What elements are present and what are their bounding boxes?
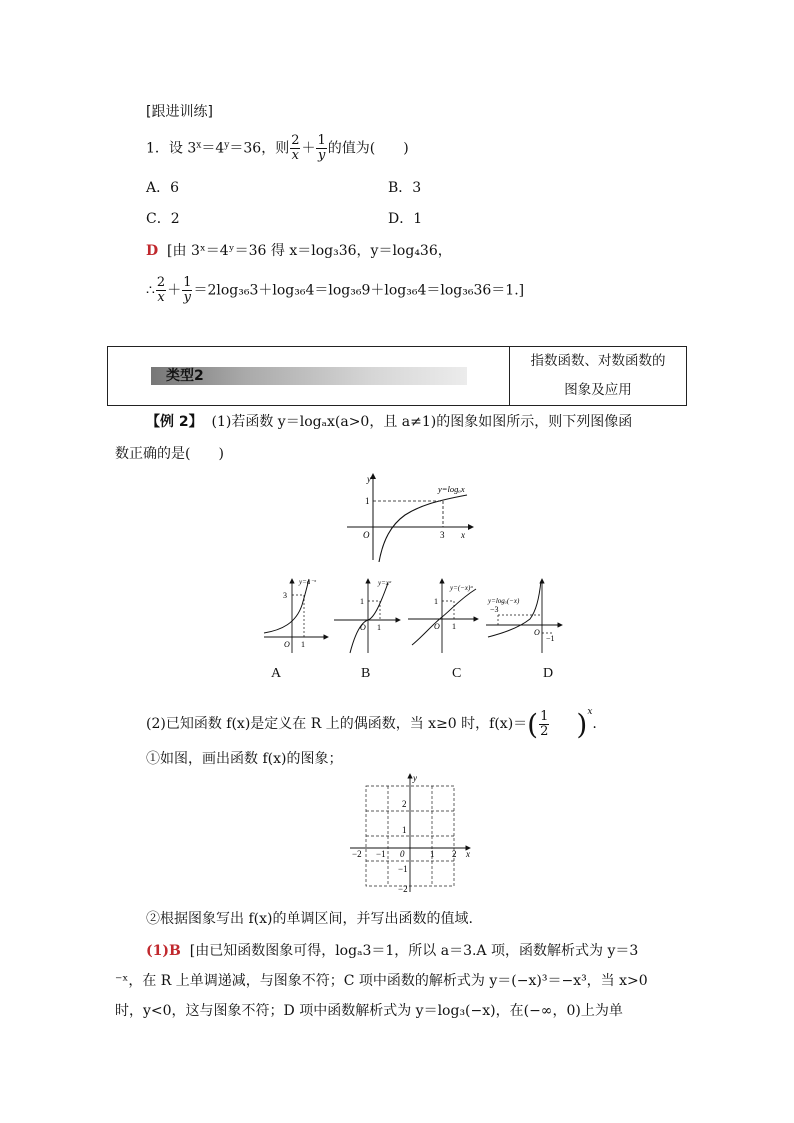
answer-1-line1 xyxy=(146,240,452,260)
sketch-grid xyxy=(346,772,476,894)
option-d: D．1 xyxy=(388,211,423,227)
svg-text:1: 1 xyxy=(402,825,407,835)
svg-text:O: O xyxy=(534,628,540,637)
stem-eq1: ＝4 xyxy=(201,140,225,157)
type-topic xyxy=(510,347,686,405)
question-1 xyxy=(146,134,409,163)
x-axis-label: x xyxy=(461,530,465,540)
tick-x-3: 3 xyxy=(440,530,445,540)
answer-letter: D xyxy=(146,243,159,259)
svg-text:y=xᵃ: y=xᵃ xyxy=(378,579,392,587)
option-label-b: B xyxy=(361,666,371,681)
svg-text:O: O xyxy=(284,640,290,649)
part2-exponent: x xyxy=(587,707,593,717)
option-graph-b xyxy=(332,575,404,655)
option-label-a: A xyxy=(271,666,282,681)
svg-text:1: 1 xyxy=(430,849,435,859)
practice-header: [跟进训练] xyxy=(146,104,213,120)
svg-text:−1: −1 xyxy=(546,634,555,643)
svg-text:y=(−x)ᵃ: y=(−x)ᵃ xyxy=(450,584,474,592)
svg-text:2: 2 xyxy=(402,799,407,809)
origin-label: O xyxy=(363,530,370,540)
example-part1-line2: 数正确的是( ) xyxy=(115,446,224,462)
svg-text:3: 3 xyxy=(283,591,287,600)
fraction-2-over-x: $\frac{2}{x}$ xyxy=(156,275,166,305)
svg-text:2: 2 xyxy=(452,849,457,859)
topic-line-2: 图象及应用 xyxy=(564,382,632,398)
solution-tag: (1)B xyxy=(146,943,181,959)
option-c: C．2 xyxy=(146,211,180,227)
plus-sign: ＋ xyxy=(301,140,316,157)
fraction-2-over-x: $\frac{2}{x}$ xyxy=(291,133,300,163)
type-section-box xyxy=(107,346,687,406)
solution-text-1: [由已知函数图象可得，logₐ3＝1，所以 a＝3.A 项，函数解析式为 y＝3 xyxy=(189,943,639,959)
plus-sign: ＋ xyxy=(167,282,182,299)
answer-line2-text: ＝2log₃₆3＋log₃₆4＝log₃₆9＋log₃₆4＝log₃₆36＝1.] xyxy=(193,282,525,299)
therefore-sign: ∴ xyxy=(146,282,155,299)
stem-eq2: ＝36，则 xyxy=(229,140,290,157)
paren-right: ) xyxy=(576,708,588,741)
solution-line2: ⁻ˣ，在 R 上单调递减，与图象不符；C 项中函数的解析式为 y＝(−x)³＝−x³，当 x>0 xyxy=(115,973,648,989)
option-graph-a xyxy=(262,575,332,655)
svg-text:1: 1 xyxy=(360,597,364,606)
question-number: 1． xyxy=(146,140,169,157)
example-part2 xyxy=(146,702,597,739)
type-label: 类型2 xyxy=(166,368,204,384)
option-graph-c xyxy=(406,575,482,655)
question-stem-pre: 设 3 xyxy=(168,140,197,157)
question-stem-post: 的值为( ) xyxy=(327,140,409,157)
paren-left: ( xyxy=(527,708,539,741)
fraction-1-over-y: $\frac{1}{y}$ xyxy=(317,133,326,163)
exp-x: x xyxy=(196,140,202,151)
option-label-c: C xyxy=(452,666,462,681)
answer-line1-text: [由 3ˣ＝4ʸ＝36 得 x＝log₃36，y＝log₄36， xyxy=(167,243,452,259)
svg-text:O: O xyxy=(434,622,440,631)
svg-text:x: x xyxy=(466,849,470,859)
svg-text:−3: −3 xyxy=(490,605,499,614)
sub-question-2: ②根据图象写出 f(x)的单调区间，并写出函数的值域. xyxy=(146,911,473,927)
example-tag: 【例 2】 xyxy=(146,414,203,430)
part2-end: . xyxy=(592,716,597,732)
topic-line-1: 指数函数、对数函数的 xyxy=(530,353,666,369)
tick-y-1: 1 xyxy=(365,496,370,506)
option-a: A．6 xyxy=(146,180,180,196)
solution-line3: 时，y<0，这与图象不符；D 项中函数解析式为 y＝log₃(−x)，在(−∞，0)上为单 xyxy=(115,1003,623,1019)
main-log-graph xyxy=(345,470,480,562)
svg-text:1: 1 xyxy=(434,597,438,606)
svg-text:−2: −2 xyxy=(398,884,408,894)
svg-text:1: 1 xyxy=(377,623,381,632)
option-label-d: D xyxy=(543,666,554,681)
svg-text:0: 0 xyxy=(400,849,405,859)
answer-1-line2 xyxy=(146,276,524,305)
sub-question-1: ①如图，画出函数 f(x)的图象； xyxy=(146,751,343,767)
svg-text:−1: −1 xyxy=(398,864,408,874)
part2-text: (2)已知函数 f(x)是定义在 R 上的偶函数，当 x≥0 时，f(x)＝ xyxy=(146,716,528,732)
fraction-1-over-2: $\frac{1}{2}$ xyxy=(540,708,549,739)
example-2-line1 xyxy=(146,411,632,431)
curve-label: y=logₐx xyxy=(438,484,465,494)
svg-text:1: 1 xyxy=(452,622,456,631)
svg-text:−2: −2 xyxy=(352,849,362,859)
option-b: B．3 xyxy=(388,180,422,196)
solution-line1 xyxy=(146,940,638,960)
svg-text:1: 1 xyxy=(301,640,305,649)
svg-text:y=a⁻ˣ: y=a⁻ˣ xyxy=(299,578,317,586)
svg-text:y=logₐ(−x): y=logₐ(−x) xyxy=(488,597,520,605)
svg-text:−1: −1 xyxy=(376,849,386,859)
exp-y: y xyxy=(224,140,230,151)
example-part1-line1: (1)若函数 y＝logₐx(a>0，且 a≠1)的图象如图所示，则下列图像函 xyxy=(211,414,633,430)
svg-text:y: y xyxy=(413,773,417,783)
svg-text:O: O xyxy=(360,623,366,632)
y-axis-label: y xyxy=(367,474,371,484)
log-curve xyxy=(379,495,467,562)
option-graph-d xyxy=(484,575,566,655)
fraction-1-over-y: $\frac{1}{y}$ xyxy=(183,275,192,305)
